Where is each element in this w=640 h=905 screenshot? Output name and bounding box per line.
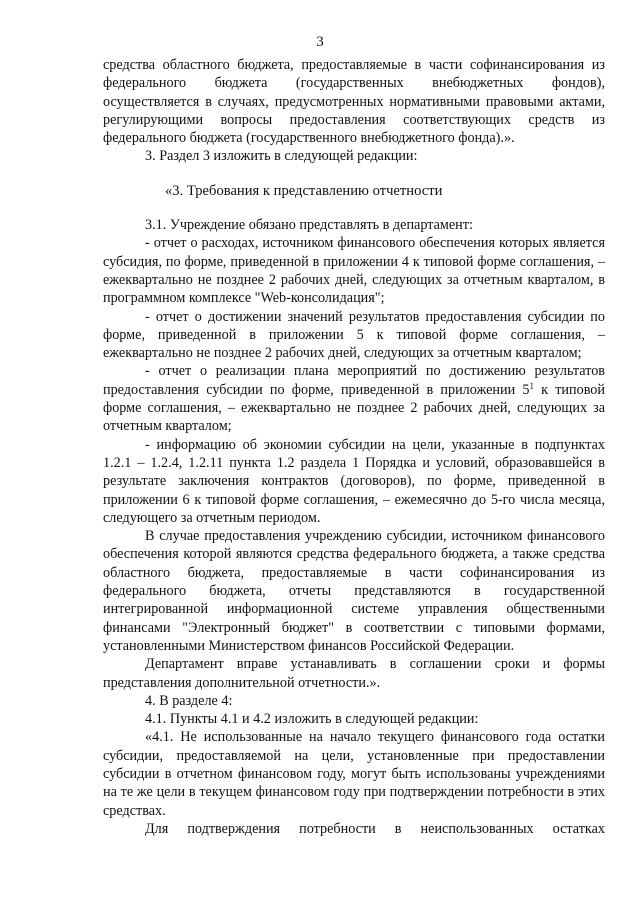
- paragraph-federal-funding-case: В случае предоставления учреждению субсидии, источником финансового обеспечения которой являются средства федерального бюджета, а также средства областного бюджета, предоставляемые в части софинансирования из федерального бюджета, отчеты представляются в государственной интегрированной информационной системе управления общественными финансами "Электронный бюджет" в соответствии с типовыми формами, установленными Министерством финансов Российской Федерации.: [103, 528, 605, 654]
- paragraph-additional-reporting: Департамент вправе устанавливать в соглашении сроки и формы представления дополнительной отчетности.».: [103, 656, 605, 691]
- paragraph-section-4: 4. В разделе 4:: [145, 692, 233, 709]
- paragraph-action-plan-report-part2: к типовой форме соглашения, – ежеквартально не позднее 2 рабочих дней, следующих за отчетным кварталом;: [103, 381, 605, 435]
- paragraph-confirmation-need: Для подтверждения потребности в неиспользованных остатках: [145, 820, 605, 837]
- paragraph-action-plan-report: [103, 362, 605, 435]
- paragraph-section-3-amendment: 3. Раздел 3 изложить в следующей редакции:: [145, 148, 418, 165]
- page-number: 3: [316, 34, 324, 50]
- paragraph-funding-cofinancing: средства областного бюджета, предоставляемые в части софинансирования из федерального бюджета (государственных внебюджетных фондов), осуществляется в случаях, предусмотренных нормативными правовыми актами, регулирующими вопросы предоставления соответствующих средств из федерального бюджета (государственного внебюджетного фонда).».: [103, 57, 605, 147]
- appendix-superscript: 1: [529, 380, 534, 391]
- paragraph-unused-balances: «4.1. Не использованные на начало текущего финансового года остатки субсидии, предоставляемой на цели, установленные при предоставлении субсидии в отчетном финансовом году, могут быть использованы учреждениями на те же цели в текущем финансовом году при подтверждении потребности в этих средствах.: [103, 729, 605, 819]
- paragraph-expense-report: - отчет о расходах, источником финансового обеспечения которых является субсидия, по форме, приведенной в приложении 4 к типовой форме соглашения, – ежеквартально не позднее 2 рабочих дней, следующих за отчетным кварталом, в программном комплексе "Web-консолидация";: [103, 235, 605, 307]
- paragraph-4-1-amendment: 4.1. Пункты 4.1 и 4.2 изложить в следующей редакции:: [145, 711, 479, 728]
- paragraph-results-report: - отчет о достижении значений результатов предоставления субсидии по форме, приведенной в приложении 5 к типовой форме соглашения, – ежеквартально не позднее 2 рабочих дней, следующих за отчетным кварталом;: [103, 308, 605, 362]
- paragraph-3-1: 3.1. Учреждение обязано представлять в департамент:: [145, 217, 473, 234]
- paragraph-savings-info: - информацию об экономии субсидии на цели, указанные в подпунктах 1.2.1 – 1.2.4, 1.2.11 пункта 1.2 раздела 1 Порядка и условий, образовавшейся в результате заключения контрактов (договоров), по форме, приведенной в приложении 6 к типовой форме соглашения, – ежемесячно до 5-го числа месяца, следующего за отчетным периодом.: [103, 436, 605, 526]
- paragraph-action-plan-report-part1: - отчет о реализации плана мероприятий по достижению результатов предоставления субсидии по форме, приведенной в приложении 5: [103, 363, 605, 398]
- section-heading-reporting-requirements: «3. Требования к представлению отчетности: [165, 182, 443, 199]
- document-body: [103, 56, 605, 838]
